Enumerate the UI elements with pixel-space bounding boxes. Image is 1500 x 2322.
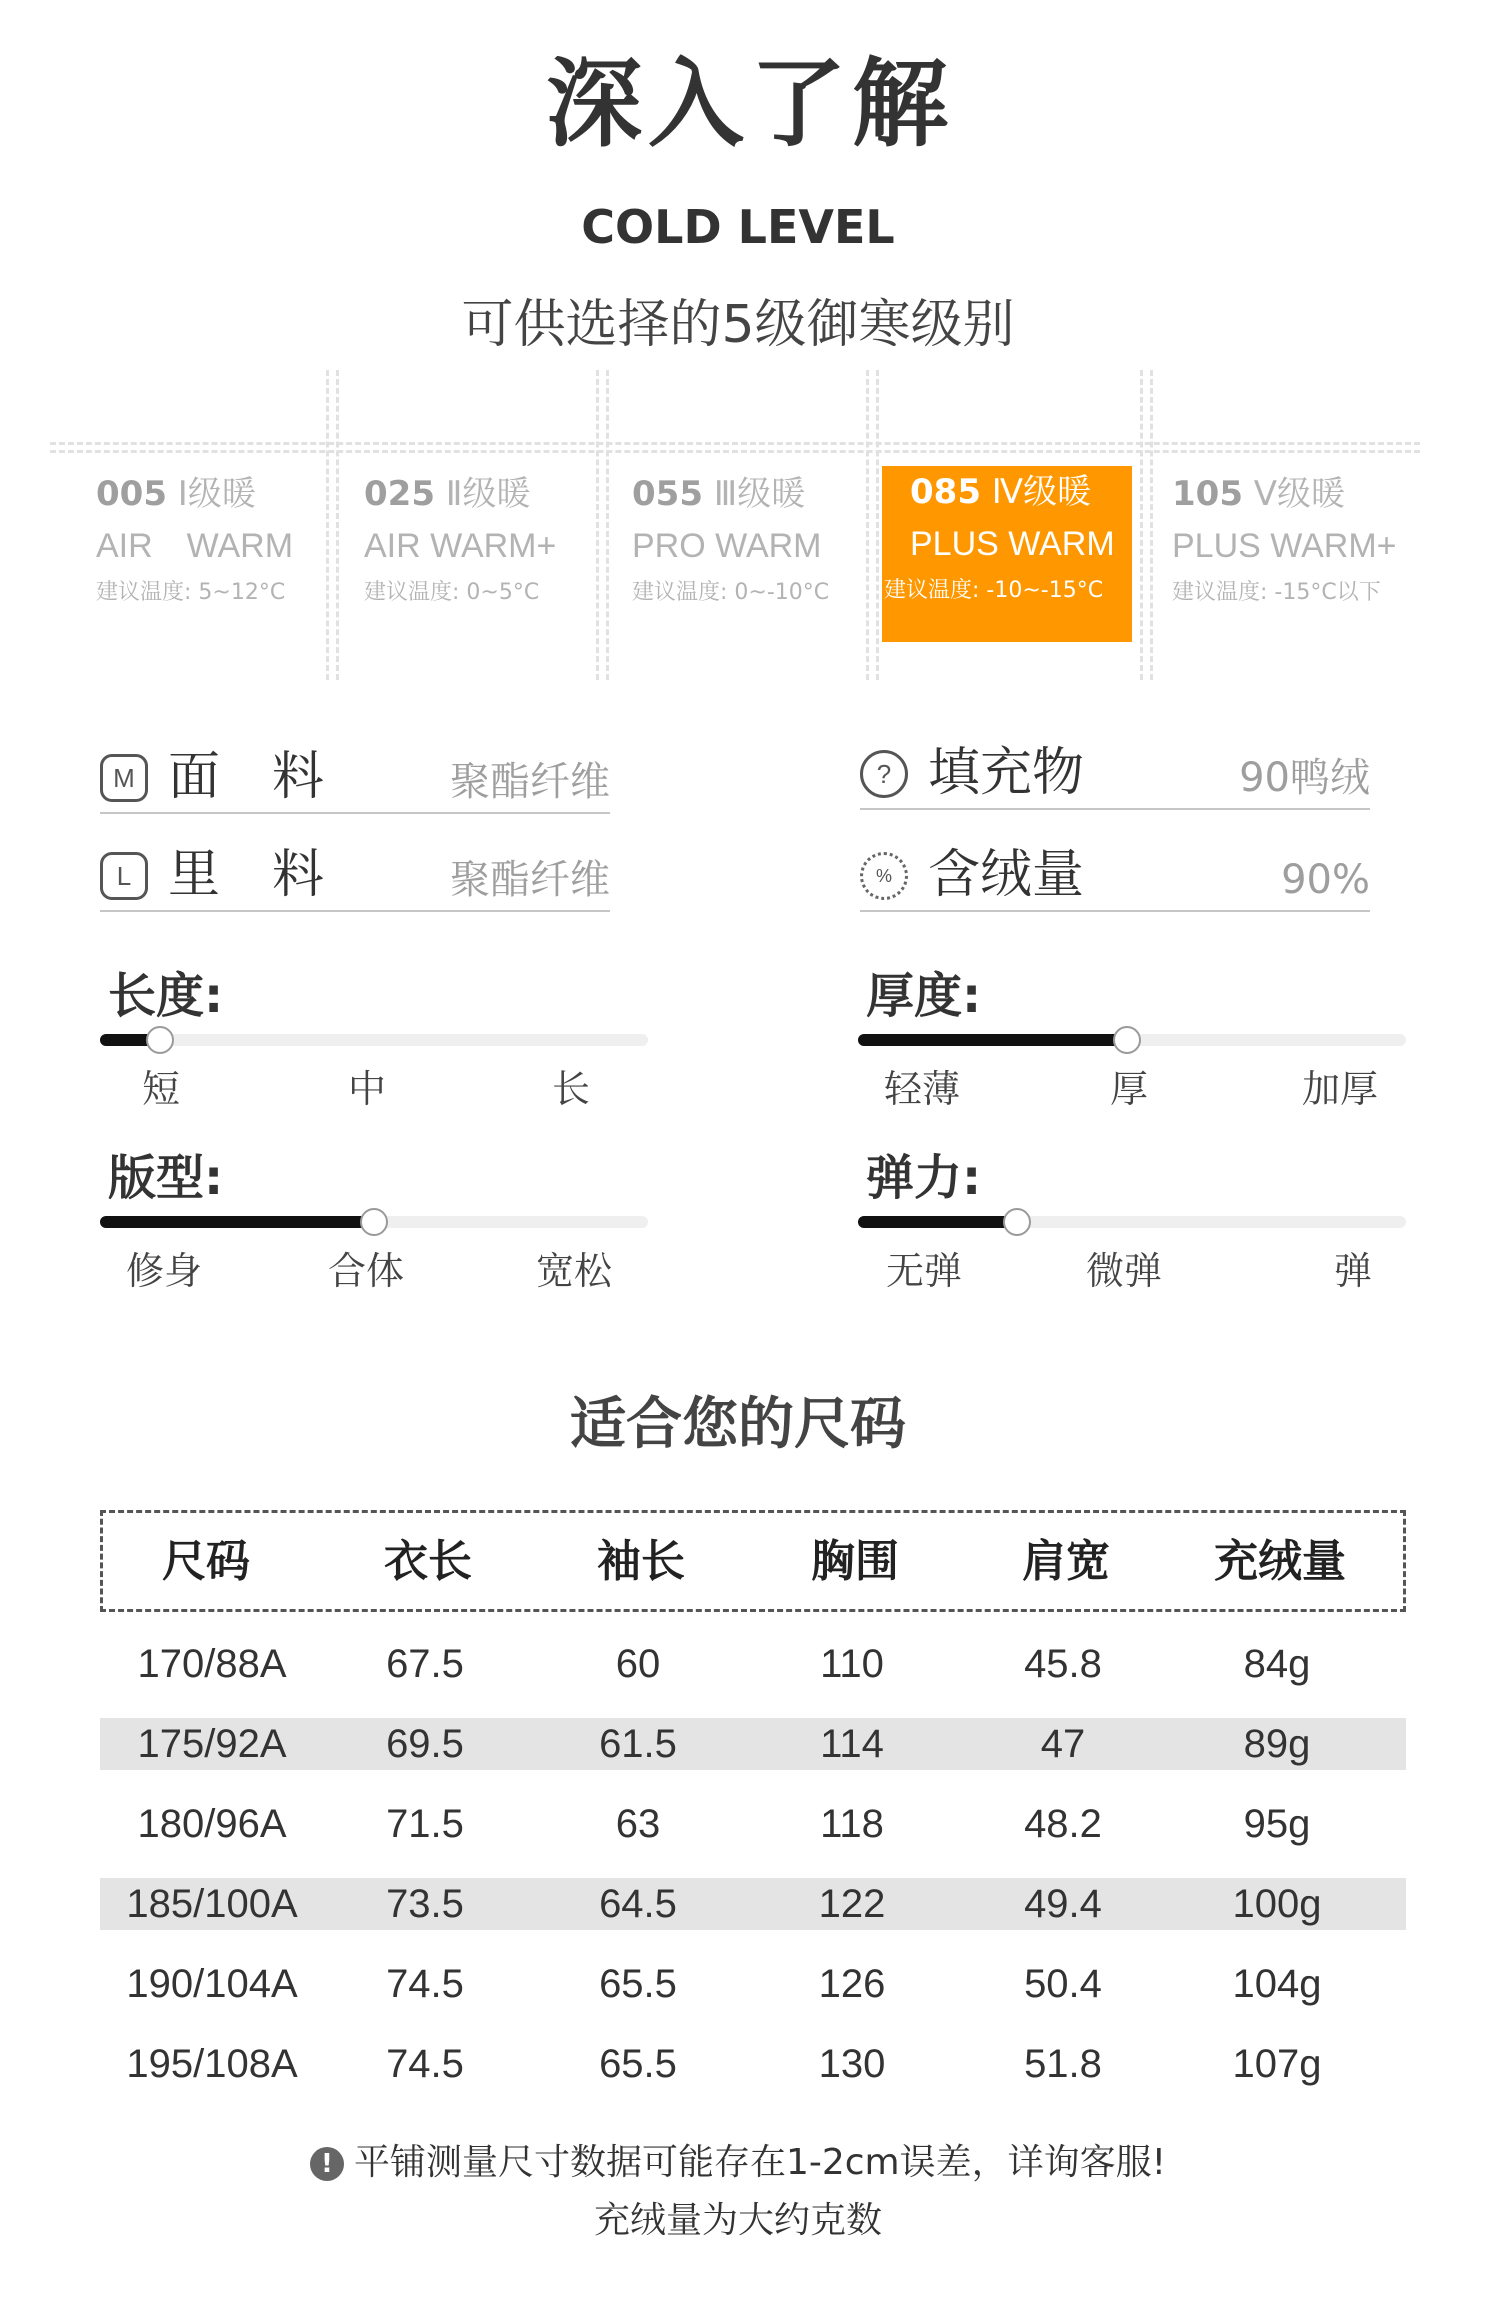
- cold-level-4-selected[interactable]: [882, 466, 1132, 642]
- scale-label: 微弹: [1086, 1249, 1163, 1293]
- table-cell: 64.5: [599, 1882, 677, 1926]
- level-code: 085: [910, 472, 981, 512]
- slider-fill: [858, 1034, 1127, 1046]
- scale-label: 短: [142, 1067, 181, 1111]
- table-cell: 47: [1040, 1722, 1086, 1766]
- material-label: 填充物: [928, 743, 1085, 803]
- column-header: 袖长: [597, 1536, 685, 1587]
- table-cell: 50.4: [1024, 1962, 1102, 2006]
- scale-label: 中: [348, 1067, 387, 1111]
- grid-divider: [1140, 370, 1143, 680]
- column-header: 尺码: [162, 1536, 250, 1587]
- level-name: PLUS WARM: [910, 525, 1115, 563]
- question-badge-icon: ?: [860, 750, 908, 798]
- elasticity-scale: [858, 1246, 1406, 1296]
- cold-level-1[interactable]: [96, 468, 336, 614]
- level-temperature: 建议温度: 0~5°C: [364, 580, 540, 605]
- level-code: 005: [96, 474, 167, 514]
- table-cell: 45.8: [1024, 1642, 1102, 1686]
- scale-label: 加厚: [1302, 1067, 1379, 1111]
- table-row: [100, 1878, 1406, 1930]
- scale-label: 宽松: [536, 1249, 613, 1293]
- column-header: 衣长: [384, 1536, 472, 1587]
- slider-knob: [1003, 1208, 1031, 1236]
- cold-level-5[interactable]: [1172, 468, 1432, 614]
- measurement-note: [0, 2138, 1476, 2188]
- fill-weight-note: 充绒量为大约克数: [593, 2200, 882, 2241]
- grid-divider: [876, 370, 879, 680]
- scale-label: 合体: [328, 1249, 405, 1293]
- table-cell: 89g: [1243, 1722, 1311, 1766]
- table-cell: 130: [818, 2042, 886, 2086]
- slider-knob: [146, 1026, 174, 1054]
- scale-label: 长: [552, 1067, 591, 1111]
- table-cell: 48.2: [1024, 1802, 1102, 1846]
- scale-label: 无弹: [886, 1249, 963, 1293]
- length-slider: [100, 1034, 648, 1046]
- material-row-down-content: [860, 842, 1370, 912]
- thickness-title: 厚度:: [866, 968, 982, 1024]
- length-title: 长度:: [108, 968, 224, 1024]
- table-cell: 110: [820, 1642, 884, 1686]
- table-row: [100, 1958, 1406, 2010]
- material-value: 聚酯纤维: [450, 857, 610, 903]
- slider-knob: [360, 1208, 388, 1236]
- fit-scale: [100, 1246, 648, 1296]
- slider-fill: [100, 1216, 374, 1228]
- table-cell: 114: [820, 1722, 884, 1766]
- material-label: 含绒量: [928, 845, 1085, 905]
- table-cell: 126: [818, 1962, 886, 2006]
- table-cell: 95g: [1243, 1802, 1311, 1846]
- table-cell: 63: [615, 1802, 661, 1846]
- table-row: [100, 2038, 1406, 2090]
- scale-label: 轻薄: [884, 1067, 961, 1111]
- cold-level-3[interactable]: [632, 468, 872, 614]
- level-temperature: 建议温度: -15°C以下: [1172, 580, 1381, 605]
- table-cell: 74.5: [386, 1962, 464, 2006]
- level-name: AIR WARM: [96, 527, 294, 565]
- grid-divider: [606, 370, 609, 680]
- level-grade: Ⅱ级暖: [445, 474, 531, 514]
- level-grade: Ⅴ级暖: [1253, 474, 1346, 514]
- level-name: PLUS WARM+: [1172, 527, 1397, 565]
- grid-divider: [1150, 370, 1153, 680]
- table-cell: 74.5: [386, 2042, 464, 2086]
- table-cell: 175/92A: [137, 1722, 287, 1766]
- material-value: 90鸭绒: [1239, 755, 1370, 801]
- table-row: [100, 1638, 1406, 1690]
- table-cell: 190/104A: [126, 1962, 298, 2006]
- m-badge-icon: M: [100, 754, 148, 802]
- table-cell: 49.4: [1024, 1882, 1102, 1926]
- level-code: 025: [364, 474, 435, 514]
- material-row-filling: [860, 740, 1370, 810]
- grid-divider: [50, 450, 1420, 453]
- material-value: 聚酯纤维: [450, 759, 610, 805]
- grid-divider: [50, 442, 1420, 445]
- level-grade: Ⅲ级暖: [713, 474, 806, 514]
- table-cell: 104g: [1232, 1962, 1322, 2006]
- level-name: AIR WARM+: [364, 527, 557, 565]
- level-temperature: 建议温度: 0~-10°C: [632, 580, 830, 605]
- scale-label: 厚: [1110, 1067, 1149, 1111]
- page-title: 深入了解: [546, 48, 954, 160]
- level-code: 055: [632, 474, 703, 514]
- cold-level-heading: COLD LEVEL: [581, 200, 895, 254]
- elasticity-slider: [858, 1216, 1406, 1228]
- scale-label: 修身: [126, 1249, 203, 1293]
- level-grade: Ⅰ级暖: [177, 474, 256, 514]
- table-cell: 122: [818, 1882, 886, 1926]
- table-cell: 65.5: [599, 2042, 677, 2086]
- scale-label: 弹: [1334, 1249, 1373, 1293]
- column-header: 肩宽: [1022, 1536, 1110, 1587]
- note-text: 平铺测量尺寸数据可能存在1-2cm误差，详询客服!: [353, 2142, 1167, 2183]
- percent-badge-icon: %: [860, 852, 908, 900]
- level-grade: Ⅳ级暖: [991, 472, 1092, 512]
- column-header: 充绒量: [1214, 1536, 1346, 1587]
- table-cell: 69.5: [386, 1722, 464, 1766]
- cold-level-2[interactable]: [364, 468, 604, 614]
- grid-divider: [336, 370, 339, 680]
- table-cell: 185/100A: [126, 1882, 298, 1926]
- table-cell: 67.5: [386, 1642, 464, 1686]
- table-cell: 170/88A: [137, 1642, 287, 1686]
- length-scale: [100, 1064, 648, 1114]
- material-row-shell: [100, 744, 610, 814]
- material-label: 里 料: [168, 845, 325, 905]
- level-code: 105: [1172, 474, 1243, 514]
- exclamation-icon: !: [310, 2147, 344, 2181]
- level-temperature: 建议温度: -10~-15°C: [884, 578, 1104, 603]
- size-table-header: [100, 1510, 1406, 1612]
- fit-title: 版型:: [108, 1150, 224, 1206]
- slider-knob: [1113, 1026, 1141, 1054]
- table-cell: 180/96A: [137, 1802, 287, 1846]
- table-cell: 60: [615, 1642, 661, 1686]
- table-cell: 65.5: [599, 1962, 677, 2006]
- table-cell: 51.8: [1024, 2042, 1102, 2086]
- material-label: 面 料: [168, 747, 325, 807]
- thickness-slider: [858, 1034, 1406, 1046]
- table-cell: 107g: [1232, 2042, 1322, 2086]
- table-row: [100, 1798, 1406, 1850]
- table-cell: 73.5: [386, 1882, 464, 1926]
- material-value: 90%: [1281, 857, 1370, 903]
- material-row-lining: [100, 842, 610, 912]
- table-cell: 84g: [1243, 1642, 1311, 1686]
- table-row: [100, 1718, 1406, 1770]
- column-header: 胸围: [811, 1536, 899, 1587]
- l-badge-icon: L: [100, 852, 148, 900]
- table-cell: 100g: [1232, 1882, 1322, 1926]
- table-cell: 71.5: [386, 1802, 464, 1846]
- size-table-title: 适合您的尺码: [570, 1392, 906, 1457]
- slider-fill: [858, 1216, 1017, 1228]
- fit-slider: [100, 1216, 648, 1228]
- table-cell: 61.5: [599, 1722, 677, 1766]
- cold-level-subheading: 可供选择的5级御寒级别: [461, 295, 1015, 355]
- table-cell: 195/108A: [126, 2042, 298, 2086]
- thickness-scale: [858, 1064, 1406, 1114]
- elasticity-title: 弹力:: [866, 1150, 982, 1206]
- table-cell: 118: [820, 1802, 884, 1846]
- level-name: PRO WARM: [632, 527, 822, 565]
- level-temperature: 建议温度: 5~12°C: [96, 580, 286, 605]
